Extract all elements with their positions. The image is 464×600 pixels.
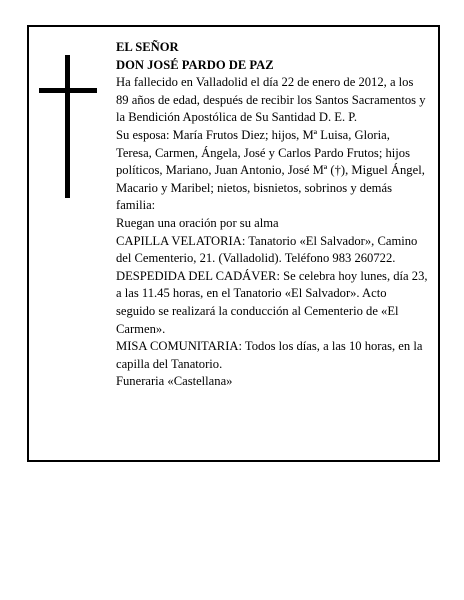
chapel-info: CAPILLA VELATORIA: Tanatorio «El Salvador», Camino del Cementerio, 21. (Valladolid). Teléfono 983 260722. [116, 233, 418, 266]
obituary-notice [27, 25, 440, 462]
prayer-request: Ruegan una oración por su alma [116, 215, 279, 230]
family-list: Su esposa: María Frutos Diez; hijos, Mª Luisa, Gloria, Teresa, Carmen, Ángela, José y Carlos Pardo Frutos; hijos políticos, Mariano, Juan Antonio, José Mª (†), Miguel Ángel, Macario y Maribel; nietos, bisnietos, sobrinos y demás familia: [116, 127, 425, 213]
funeral-home: Funeraria «Castellana» [116, 374, 233, 389]
deceased-name: DON JOSÉ PARDO DE PAZ [116, 57, 274, 72]
farewell-info: DESPEDIDA DEL CADÁVER: Se celebra hoy lunes, día 23, a las 11.45 horas, en el Tanatorio «El Salvador». Acto seguido se realizará la conducción al Cementerio de «El Carmen». [116, 268, 428, 336]
cross-vertical-bar [65, 55, 70, 198]
cross-horizontal-bar [39, 88, 97, 93]
latin-cross-icon [39, 55, 97, 198]
death-announcement: Ha fallecido en Valladolid el día 22 de enero de 2012, a los 89 años de edad, después de recibir los Santos Sacramentos y la Bendición Apostólica de Su Santidad D. E. P. [116, 75, 426, 125]
mass-info: MISA COMUNITARIA: Todos los días, a las 10 horas, en la capilla del Tanatorio. [116, 339, 423, 371]
obituary-text [116, 39, 428, 391]
deceased-title: EL SEÑOR [116, 40, 179, 54]
